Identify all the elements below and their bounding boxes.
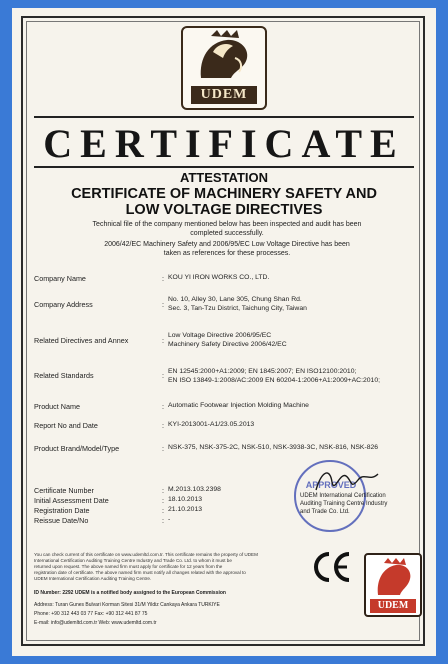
lion-emblem-icon bbox=[366, 555, 420, 599]
reissue-date-value: - bbox=[168, 516, 171, 523]
udem-logo-top bbox=[181, 26, 267, 110]
registration-date-value: 21.10.2013 bbox=[168, 506, 203, 513]
standards-line-1: EN 12545:2000+A1:2009; EN 1845:2007; EN ISO12100:2010; bbox=[168, 368, 357, 375]
title-rule-top bbox=[34, 116, 414, 118]
directives-line-1: Low Voltage Directive 2006/95/EC bbox=[168, 332, 272, 339]
fine-print-3: returned upon request. The above named firm must apply for certificate for 12 years from the bbox=[34, 564, 223, 569]
certificate-document: UDEM CERTIFICATE ATTESTATION CERTIFICATE OF MACHINERY SAFETY AND LOW VOLTAGE DIRECTIVES Technical file of the company mentioned below has been inspected and audit has been completed successfully. 2006/42/EC Machinery Safety and 2006/95/EC Low Voltage Directive has been taken as references for these processes. Company Name : KOU YI IRON WORKS CO., LTD. Company Address : No. 10, Alley 30, Lane 305, Chung Shan Rd. Sec. 3, Tan-Tzu District, Taichung City, Taiwan Related Directives and Annex : Low Voltage Directive 2006/95/EC Machinery Safety Directive 2006/42/EC Related Standards : EN 12545:2000+A1:2009; EN 1845:2007; EN ISO12100:2010; EN ISO 13849-1:2008/AC:2009 EN 60204-1:2006+A1:2009+AC:2010; Product Name : Automatic Footwear Injection Molding Machine Report No and Date : KYI-2013001-A1/23.05.2013 Product Brand/Model/Type : NSK-375, NSK-375-2C, NSK-510, NSK-3938-3C, NSK-816, NSK-826 Certificate Number : M.2013.103.2398 Initial Assessment Date : 18.10.2013 Registration Date : 21.10.2013 Reissue Date/No : - APPROVED UDEM International Certification Auditing Training Centre Industry and Trade Co. Ltd. UDEM You can check current of this certificate on www.udemltd.com.tr. This certificate remains the property of UDEM International Certification Auditing Training Centre Industry and Trade Co. Ltd. to whom it must be returned upon request. The above named firm must apply for certificate for 12 years from the registration date of certificate. The above named firm must notify all changes related with the approval to UDEM International Certification Auditing Training Centre. ID Number: 2292 UDEM is a notified body assigned to the European Commission Address: Turan Gunes Bulvari Korman Sitesi 31/M Yildiz Cankaya Ankara TURKIYE Phone: +90 312 443 03 77 Fax: +90 312 441 87 75 E-mail: info@udemltd.com.tr Web: www.udemltd.com.tr bbox=[12, 8, 436, 656]
signature-line-2: Auditing Training Centre Industry bbox=[300, 501, 388, 507]
main-heading-line-2: LOW VOLTAGE DIRECTIVES bbox=[125, 202, 323, 218]
company-name-label: Company Name bbox=[34, 274, 86, 283]
product-name-label: Product Name bbox=[34, 402, 80, 411]
ce-mark-icon bbox=[312, 550, 352, 584]
attestation-heading: ATTESTATION bbox=[179, 170, 269, 185]
ce-mark bbox=[312, 550, 352, 584]
fine-print-5: UDEM International Certification Auditing Training Centre. bbox=[34, 576, 152, 581]
address-line: Address: Turan Gunes Bulvari Korman Sitesi 31/M Yildiz Cankaya Ankara TURKIYE bbox=[34, 602, 220, 608]
directives-line-2: Machinery Safety Directive 2006/42/EC bbox=[168, 341, 287, 348]
signature-line-3: and Trade Co. Ltd. bbox=[300, 509, 350, 515]
company-address-line-2: Sec. 3, Tan-Tzu District, Taichung City, Taiwan bbox=[168, 305, 307, 312]
certificate-title: CERTIFICATE bbox=[43, 121, 405, 166]
fine-print-2: International Certification Auditing Training Centre Industry and Trade Co. Ltd. to whom it must be bbox=[34, 558, 232, 563]
company-address-label: Company Address bbox=[34, 300, 93, 309]
email-line: E-mail: info@udemltd.com.tr Web: www.udemltd.com.tr bbox=[34, 620, 157, 626]
company-address-line-1: No. 10, Alley 30, Lane 305, Chung Shan Rd. bbox=[168, 296, 302, 303]
notified-body-line: ID Number: 2292 UDEM is a notified body assigned to the European Commission bbox=[34, 590, 226, 596]
intro-line-1: Technical file of the company mentioned below has been inspected and audit has been bbox=[92, 221, 362, 228]
fine-print-4: registration date of certificate. The above named firm must notify all changes related with the approval to bbox=[34, 570, 246, 575]
standards-label: Related Standards bbox=[34, 371, 94, 380]
certificate-number-label: Certificate Number bbox=[34, 486, 94, 495]
report-no-label: Report No and Date bbox=[34, 421, 98, 430]
registration-date-label: Registration Date bbox=[34, 506, 90, 515]
initial-date-label: Initial Assessment Date bbox=[34, 496, 109, 505]
title-rule-bottom bbox=[34, 166, 414, 168]
phone-line: Phone: +90 312 443 03 77 Fax: +90 312 441 87 75 bbox=[34, 611, 148, 617]
report-no-value: KYI-2013001-A1/23.05.2013 bbox=[168, 421, 255, 428]
standards-line-2: EN ISO 13849-1:2008/AC:2009 EN 60204-1:2006+A1:2009+AC:2010; bbox=[168, 377, 380, 384]
fine-print-1: You can check current of this certificate on www.udemltd.com.tr. This certificate remains the property of UDEM bbox=[34, 552, 258, 557]
reissue-date-label: Reissue Date/No bbox=[34, 516, 89, 525]
stamp-text: APPROVED bbox=[305, 480, 357, 490]
intro-line-3: 2006/42/EC Machinery Safety and 2006/95/EC Low Voltage Directive has been bbox=[104, 241, 350, 248]
product-brand-label: Product Brand/Model/Type bbox=[34, 444, 120, 453]
main-heading-line-1: CERTIFICATE OF MACHINERY SAFETY AND bbox=[71, 186, 377, 202]
product-name-value: Automatic Footwear Injection Molding Machine bbox=[168, 402, 309, 409]
udem-logo-text: UDEM bbox=[191, 86, 257, 104]
product-brand-value: NSK-375, NSK-375-2C, NSK-510, NSK-3938-3C, NSK-816, NSK-826 bbox=[168, 444, 379, 451]
intro-line-2: completed successfully. bbox=[190, 230, 264, 237]
signature-line-1: UDEM International Certification bbox=[300, 493, 386, 499]
initial-date-value: 18.10.2013 bbox=[168, 496, 203, 503]
inner-border bbox=[26, 21, 420, 641]
company-name-value: KOU YI IRON WORKS CO., LTD. bbox=[168, 274, 270, 281]
certificate-number-value: M.2013.103.2398 bbox=[168, 486, 221, 493]
lion-emblem-icon bbox=[183, 28, 265, 84]
directives-label: Related Directives and Annex bbox=[34, 336, 129, 345]
udem-logo-bottom-text: UDEM bbox=[370, 599, 416, 613]
udem-logo-bottom bbox=[364, 553, 422, 617]
intro-line-4: taken as references for these processes. bbox=[163, 250, 291, 257]
